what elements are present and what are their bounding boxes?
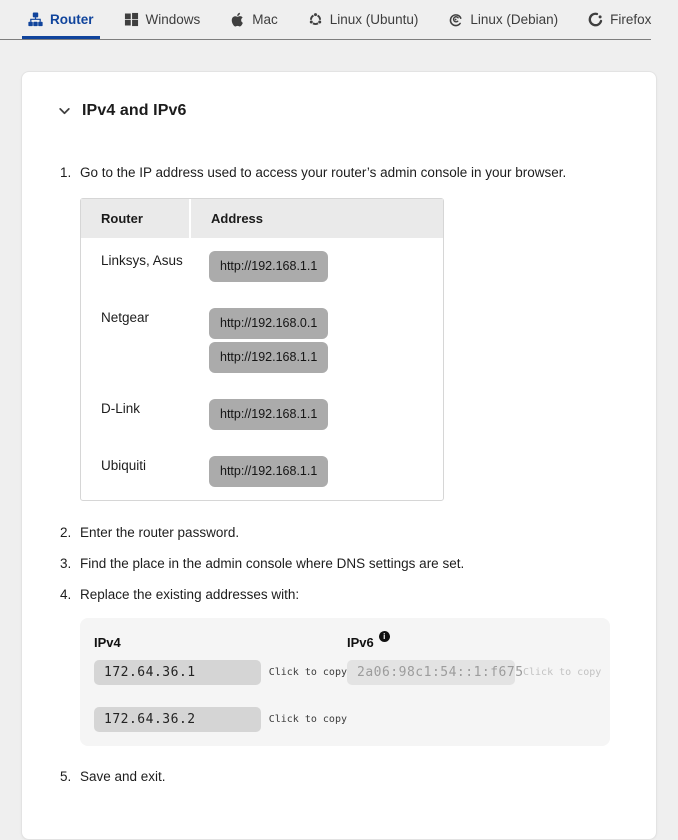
router-name: Ubiquiti <box>101 458 147 473</box>
ipv4-address-row <box>94 707 347 732</box>
tab-label: Firefox <box>610 12 652 27</box>
dns-addresses-panel <box>80 618 610 746</box>
address-code-badge: http://192.168.1.1 <box>209 251 328 282</box>
router-address-table <box>80 198 444 501</box>
step-text: Replace the existing addresses with: <box>80 587 300 602</box>
tab-label: Mac <box>252 12 278 27</box>
router-addresses <box>189 456 443 487</box>
step-item <box>60 524 620 541</box>
address-code-badge: http://192.168.1.1 <box>209 456 328 487</box>
address-code-badge: http://192.168.1.1 <box>209 342 328 373</box>
tab-linux-debian[interactable] <box>442 0 564 39</box>
router-name: Linksys, Asus <box>101 253 183 268</box>
router-addresses <box>189 308 443 373</box>
apple-icon <box>230 12 245 27</box>
ipv6-label: IPv6 i <box>347 634 601 651</box>
table-row <box>81 295 443 386</box>
step-text: Go to the IP address used to access your router’s admin console in your browser. <box>80 165 567 180</box>
ipv6-address-copy-box[interactable]: 2a06:98c1:54::1:f675 <box>347 660 515 685</box>
address-code-badge: http://192.168.1.1 <box>209 399 328 430</box>
address-code-badge: http://192.168.0.1 <box>209 308 328 339</box>
debian-icon <box>448 12 463 27</box>
step-text: Save and exit. <box>80 769 166 784</box>
ipv4-address-1-copy-box[interactable]: 172.64.36.1 <box>94 660 261 685</box>
router-name: Netgear <box>101 310 150 325</box>
tab-firefox[interactable] <box>582 0 657 39</box>
section-title: IPv4 and IPv6 <box>82 102 187 119</box>
table-row <box>81 443 443 500</box>
ubuntu-icon <box>308 12 323 27</box>
ipv4-label: IPv4 <box>94 635 121 650</box>
ipv4-address-2-copy-box[interactable]: 172.64.36.2 <box>94 707 261 732</box>
ipv4-address-row <box>94 660 347 685</box>
sitemap-icon <box>28 12 43 27</box>
ipv4-column <box>94 634 347 732</box>
tab-linux-ubuntu[interactable] <box>302 0 425 39</box>
os-tab-bar <box>0 0 651 40</box>
tab-label: Linux (Debian) <box>470 12 559 27</box>
router-addresses <box>189 251 443 282</box>
step-item <box>60 164 620 501</box>
table-row <box>81 386 443 443</box>
tab-label: Windows <box>145 12 201 27</box>
table-header-row <box>81 199 443 238</box>
table-row <box>81 238 443 295</box>
tab-label: Router <box>50 12 94 27</box>
step-text: Find the place in the admin console where DNS settings are set. <box>80 556 465 571</box>
instruction-steps <box>58 164 620 785</box>
step-item <box>60 768 620 785</box>
tab-windows[interactable] <box>118 0 207 39</box>
chevron-down-icon[interactable] <box>58 105 71 118</box>
step-item <box>60 586 620 746</box>
tab-label: Linux (Ubuntu) <box>329 12 419 27</box>
content-card <box>21 71 657 840</box>
ipv6-column <box>347 634 601 732</box>
click-to-copy-hint: Click to copy <box>523 667 602 678</box>
click-to-copy-hint: Click to copy <box>268 714 347 725</box>
router-name: D-Link <box>101 401 141 416</box>
router-addresses <box>189 399 443 430</box>
step-text: Enter the router password. <box>80 525 240 540</box>
ipv6-address-row <box>347 660 601 685</box>
info-icon[interactable] <box>379 631 390 642</box>
section-header <box>58 102 620 120</box>
firefox-icon <box>588 12 603 27</box>
tab-mac[interactable] <box>224 0 284 39</box>
step-item <box>60 555 620 572</box>
column-header-router: Router <box>81 199 189 238</box>
windows-icon <box>124 12 139 27</box>
click-to-copy-hint: Click to copy <box>268 667 347 678</box>
tab-router[interactable] <box>22 0 100 39</box>
column-header-address: Address <box>191 199 443 238</box>
